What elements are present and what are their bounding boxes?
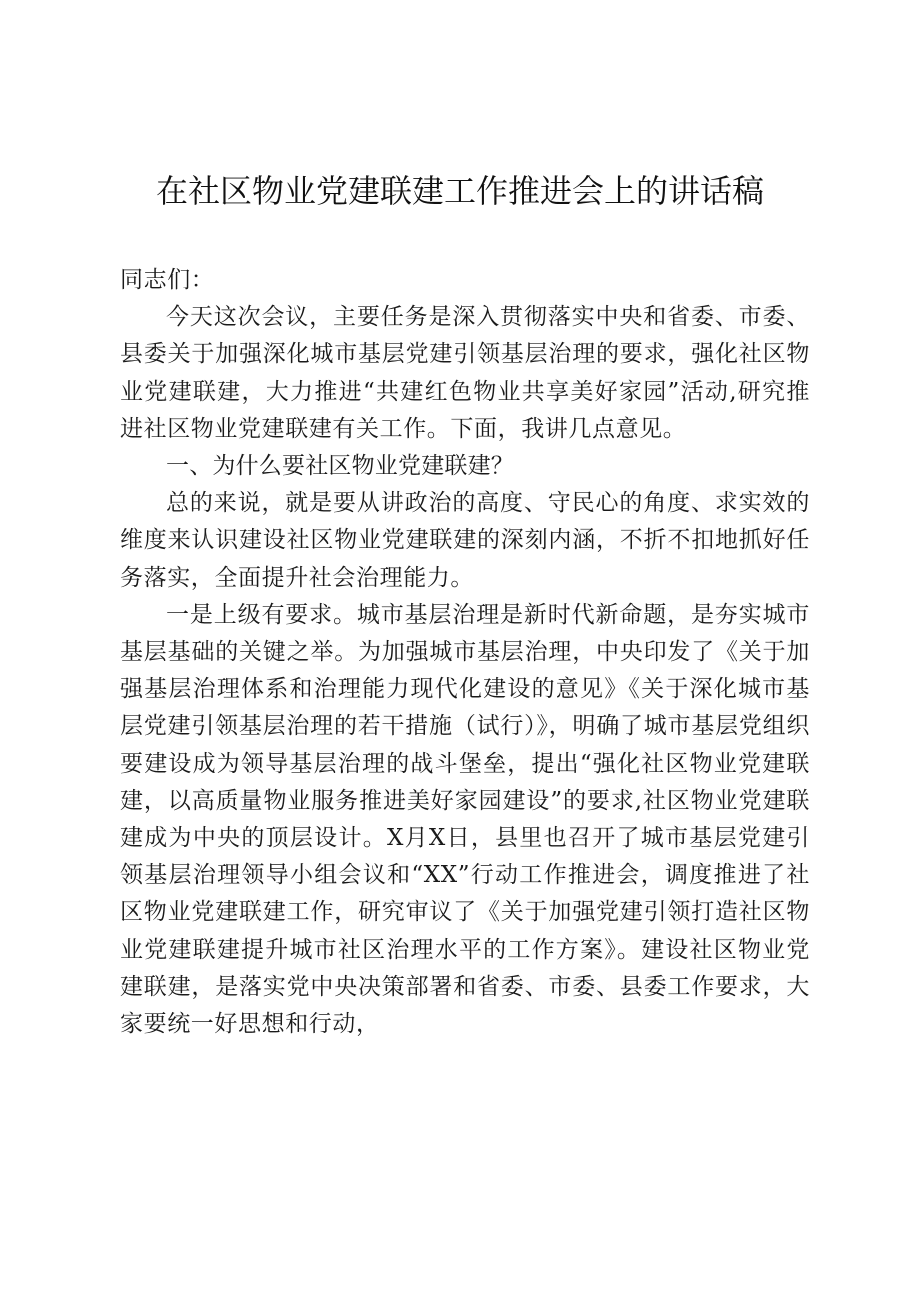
section-heading-1: 一、为什么要社区物业党建联建？ (166, 453, 514, 480)
salutation: 同志们： (120, 267, 215, 293)
paragraph-intro: 今天这次会议，主要任务是深入贯彻落实中央和省委、市委、县委关于加强深化城市基层党建引领基层治理的要求，强化社区物业党建联建，大力推进“共建红色物业共享美好家园”活动,研究推进社区物业党建联建有关工作。下面，我讲几点意见。 (120, 304, 810, 442)
paragraph-overview: 总的来说，就是要从讲政治的高度、守民心的角度、求实效的维度来认识建设社区物业党建联建的深刻内涵，不折不扣地抓好任务落实，全面提升社会治理能力。 (120, 490, 810, 591)
paragraph-point-1: 一是上级有要求。城市基层治理是新时代新命题，是夯实城市基层基础的关键之举。为加强城市基层治理，中央印发了《关于加强基层治理体系和治理能力现代化建设的意见》《关于深化城市基层党建引领基层治理的若干措施（试行）》，明确了城市基层党组织要建设成为领导基层治理的战斗堡垒，提出“强化社区物业党建联建，以高质量物业服务推进美好家园建设”的要求,社区物业党建联建成为中央的顶层设计。X月X日，县里也召开了城市基层党建引领基层治理领导小组会议和“XX”行动工作推进会，调度推进了社区物业党建联建工作，研究审议了《关于加强党建引领打造社区物业党建联建提升城市社区治理水平的工作方案》。建设社区物业党建联建，是落实党中央决策部署和省委、市委、县委工作要求，大家要统一好思想和行动， (120, 601, 810, 1038)
document-title: 在社区物业党建联建工作推进会上的讲话稿 (155, 172, 764, 210)
document-body (120, 262, 810, 1043)
